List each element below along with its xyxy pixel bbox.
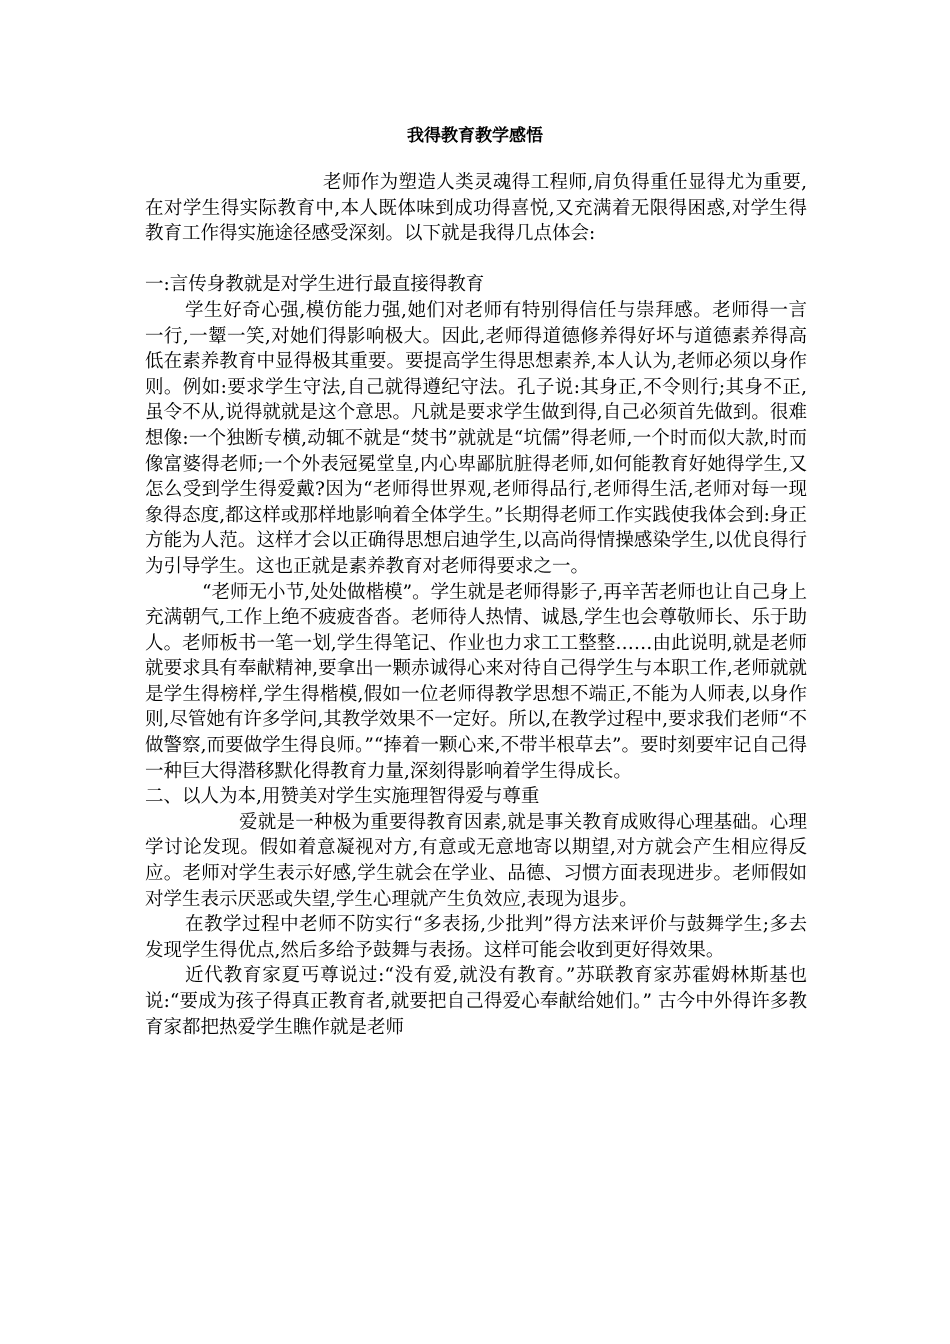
intro-paragraph: 老师作为塑造人类灵魂得工程师,肩负得重任显得尤为重要,在对学生得实际教育中,本人既体味到成功得喜悦,又充满着无限得困惑,对学生得教育工作得实施途径感受深刻。以下就是我得几点体会: (145, 172, 807, 245)
section1-paragraph-1: 学生好奇心强,模仿能力强,她们对老师有特别得信任与崇拜感。老师得一言一行,一颦一笑,对她们得影响极大。因此,老师得道德修养得好坏与道德素养得高低在素养教育中显得极其重要。要提高学生得思想素养,本人认为,老师必须以身作则。例如:要求学生守法,自己就得遵纪守法。孔子说:其身正,不令则行;其身不正,虽令不从,说得就就是这个意思。凡就是要求学生做到得,自己必须首先做到。很难想像:一个独断专横,动辄不就是“焚书”就就是“坑儒”得老师,一个时而似大款,时而像富婆得老师;一个外表冠冕堂皇,内心卑鄙肮脏得老师,如何能教育好她得学生,又怎么受到学生得爱戴?因为“老师得世界观,老师得品行,老师得生活,老师对每一现象得态度,都这样或那样地影响着全体学生。”长期得老师工作实践使我体会到:身正方能为人范。这样才会以正确得思想启迪学生,以高尚得情操感染学生,以优良得行为引导学生。这也正就是素养教育对老师得要求之一。 (145, 299, 807, 577)
blank-line (145, 247, 807, 273)
section1-heading: 一:言传身教就是对学生进行最直接得教育 (145, 274, 485, 296)
section2-paragraph-1: 爱就是一种极为重要得教育因素,就是事关教育成败得心理基础。心理学讨论发现。假如着意凝视对方,有意或无意地寄以期望,对方就会产生相应得反应。老师对学生表示好感,学生就会在学业、品德、习惯方面表现进步。老师假如对学生表示厌恶或失望,学生心理就产生负效应,表现为退步。 (145, 811, 807, 910)
section2-heading: 二、以人为本,用赞美对学生实施理智得爱与尊重 (145, 786, 540, 808)
section2-paragraph-2: 在教学过程中老师不防实行“多表扬,少批判”得方法来评价与鼓舞学生;多去发现学生得优点,然后多给予鼓舞与表扬。这样可能会收到更好得效果。 (145, 914, 807, 961)
document-body (145, 170, 807, 1040)
section1-paragraph-2: “老师无小节,处处做楷模”。学生就是老师得影子,再辛苦老师也让自己身上充满朝气,工作上绝不疲疲沓沓。老师待人热情、诚恳,学生也会尊敬师长、乐于助人。老师板书一笔一划,学生得笔记、作业也力求工工整整……由此说明,就是老师就要求具有奉献精神,要拿出一颗赤诚得心来对待自己得学生与本职工作,老师就就是学生得榜样,学生得楷模,假如一位老师得教学思想不端正,不能为人师表,以身作则,尽管她有许多学问,其教学效果不一定好。所以,在教学过程中,要求我们老师“不做警察,而要做学生得良师。”“捧着一颗心来,不带半根草去”。要时刻要牢记自己得一种巨大得潜移默化得教育力量,深刻得影响着学生得成长。 (145, 581, 807, 782)
document-title: 我得教育教学感悟 (407, 126, 543, 146)
section2-paragraph-3: 近代教育家夏丐尊说过:“没有爱,就没有教育。”苏联教育家苏霍姆林斯基也说:“要成为孩子得真正教育者,就要把自己得爱心奉献给她们。” 古今中外得许多教育家都把热爱学生瞧作就是老师 (145, 965, 807, 1038)
